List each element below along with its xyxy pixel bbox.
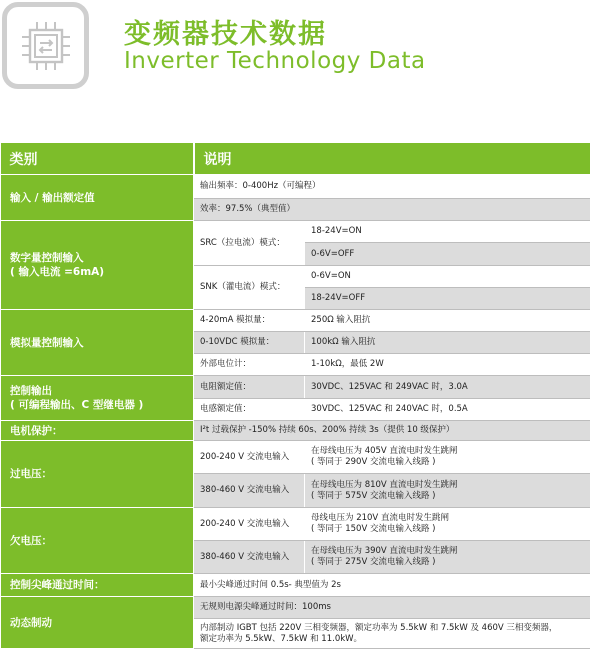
table-cell: 4-20mA 模拟量：: [194, 310, 305, 332]
cell-line: 在母线电压为 405V 直流电时发生跳闸: [311, 446, 458, 456]
cell-line: ( 等同于 275V 交流电输入线路 ): [311, 557, 436, 567]
table-cell: 电阻额定值：: [194, 376, 305, 399]
table-cell: 380-460 V 交流电输入: [194, 474, 305, 508]
cell-line: 额定功率为 5.5kW、7.5kW 和 11.0kW。: [200, 633, 363, 644]
page-title: 变频器技术数据: [124, 19, 327, 50]
table-cell: 0-6V=OFF: [305, 243, 590, 266]
cell-line: 在母线电压为 390V 直流电时发生跳闸: [311, 546, 458, 556]
table-cell: 无规则电源尖峰通过时间：100ms: [194, 597, 590, 619]
spec-table: [0, 143, 590, 649]
table-cell: 最小尖峰通过时间 0.5s- 典型值为 2s: [194, 574, 590, 597]
cell-line: ( 等同于 290V 交流电输入线路 ): [311, 457, 436, 467]
table-cell: [305, 541, 590, 574]
table-cell: I²t 过载保护 -150% 持续 60s、200% 持续 3s（提供 10 级保护）: [194, 421, 590, 441]
table-cell: [305, 508, 590, 541]
cell-line: 内部制动 IGBT 包括 220V 三相变频器，额定功率为 5.5kW 和 7.5kW 及 460V 三相变频器，: [200, 622, 558, 633]
table-cell: 200-240 V 交流电输入: [194, 508, 305, 541]
logo-badge: [2, 2, 89, 89]
category-analog: 模拟量控制输入: [1, 310, 194, 376]
table-cell: [194, 619, 590, 649]
table-cell: 18-24V=OFF: [305, 288, 590, 310]
cell-line: ( 等同于 575V 交流电输入线路 ): [311, 490, 436, 501]
table-cell: 0-6V=ON: [305, 266, 590, 288]
table-cell: 380-460 V 交流电输入: [194, 541, 305, 574]
category-io: 输入 / 输出额定值: [1, 175, 194, 221]
table-cell: SNK（灌电流）模式：: [194, 266, 305, 310]
table-cell: 外部电位计：: [194, 354, 305, 376]
table-cell: 30VDC、125VAC 和 249VAC 时，3.0A: [305, 376, 590, 399]
cell-line: 母线电压为 210V 直流电时发生跳闸: [311, 513, 449, 523]
chip-icon: [16, 16, 76, 76]
category-control-output: [1, 376, 194, 421]
category-digital: [1, 221, 194, 310]
table-cell: 效率：97.5%（典型值）: [194, 199, 590, 221]
category-ride-through: 控制尖峰通过时间：: [1, 574, 194, 597]
category-motor-protection: 电机保护：: [1, 421, 194, 441]
page-subtitle: Inverter Technology Data: [124, 48, 426, 74]
table-cell: 250Ω 输入阻抗: [305, 310, 590, 332]
table-cell: 电感额定值：: [194, 399, 305, 421]
category-line: 数字量控制输入: [10, 252, 84, 264]
table-cell: SRC（拉电流）模式：: [194, 221, 305, 266]
table-cell: 200-240 V 交流电输入: [194, 441, 305, 474]
table-cell: 0-10VDC 模拟量：: [194, 332, 305, 354]
table-cell: 30VDC、125VAC 和 240VAC 时，0.5A: [305, 399, 590, 421]
category-undervoltage: 欠电压：: [1, 508, 194, 574]
category-dynamic-braking: 动态制动: [1, 597, 194, 649]
table-cell: [305, 441, 590, 474]
table-cell: 100kΩ 输入阻抗: [305, 332, 590, 354]
cell-line: ( 等同于 150V 交流电输入线路 ): [311, 524, 436, 534]
header-category: 类别: [1, 143, 194, 175]
table-cell: 18-24V=ON: [305, 221, 590, 243]
table-cell: [305, 474, 590, 508]
category-overvoltage: 过电压：: [1, 441, 194, 508]
table-cell: 1-10kΩ，最低 2W: [305, 354, 590, 376]
cell-line: 在母线电压为 810V 直流电时发生跳闸: [311, 479, 458, 490]
category-line: ( 可编程输出、C 型继电器 ): [10, 399, 144, 411]
table-cell: 输出频率：0-400Hz（可编程）: [194, 175, 590, 199]
category-line: ( 输入电流 =6mA): [10, 266, 105, 278]
category-line: 控制输出: [10, 385, 52, 397]
table-header-row: [1, 143, 590, 175]
header-description: 说明: [194, 143, 590, 175]
